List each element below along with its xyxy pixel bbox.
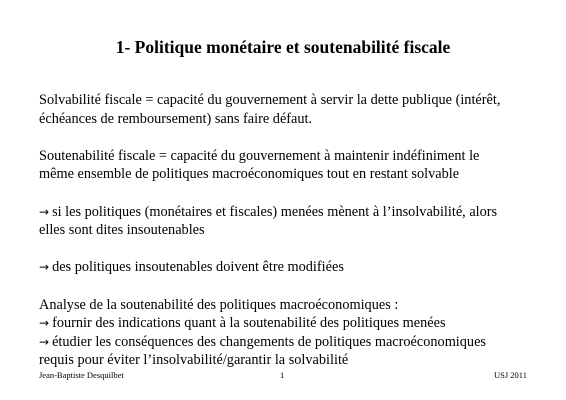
- footer-author: Jean-Baptiste Desquilbet: [39, 370, 124, 380]
- text-line: Soutenabilité fiscale = capacité du gouvernement à maintenir indéfiniment le: [39, 147, 480, 164]
- bullet-text: des politiques insoutenables doivent être modifiées: [52, 259, 344, 276]
- bullet-text: étudier les conséquences des changements de politiques macroéconomiques: [52, 333, 486, 350]
- text-line: elles sont dites insoutenables: [39, 222, 205, 239]
- text-line: [39, 203, 539, 222]
- text-line: Solvabilité fiscale = capacité du gouvernement à servir la dette publique (intérêt,: [39, 92, 501, 108]
- slide-title: 1- Politique monétaire et soutenabilité fiscale: [115, 37, 451, 57]
- paragraph-solvabilite: [39, 91, 539, 128]
- paragraph-soutenabilite: [39, 147, 539, 184]
- text-line: échéances de remboursement) sans faire défaut.: [39, 110, 313, 127]
- bullet-text: si les politiques (monétaires et fiscales) menées mènent à l’insolvabilité, alors: [52, 203, 498, 220]
- arrow-right-icon: →: [39, 316, 50, 331]
- paragraph-modifiees: [39, 258, 539, 277]
- bullet-text: fournir des indications quant à la soutenabilité des politiques menées: [52, 315, 446, 332]
- slide-body: [39, 91, 539, 370]
- paragraph-analyse: [39, 296, 539, 370]
- text-line: [39, 333, 539, 352]
- arrow-right-icon: →: [39, 204, 50, 219]
- text-line: requis pour éviter l’insolvabilité/garantir la solvabilité: [39, 352, 349, 369]
- footer-institution: USJ 2011: [494, 370, 527, 380]
- text-line: même ensemble de politiques macroéconomiques tout en restant solvable: [39, 166, 460, 183]
- text-line: [39, 258, 539, 277]
- footer-page-number: 1: [280, 370, 285, 380]
- text-line: Analyse de la soutenabilité des politiques macroéconomiques :: [39, 296, 399, 313]
- paragraph-insoutenables: [39, 203, 539, 240]
- arrow-right-icon: →: [39, 260, 50, 275]
- text-line: [39, 314, 539, 333]
- arrow-right-icon: →: [39, 334, 50, 349]
